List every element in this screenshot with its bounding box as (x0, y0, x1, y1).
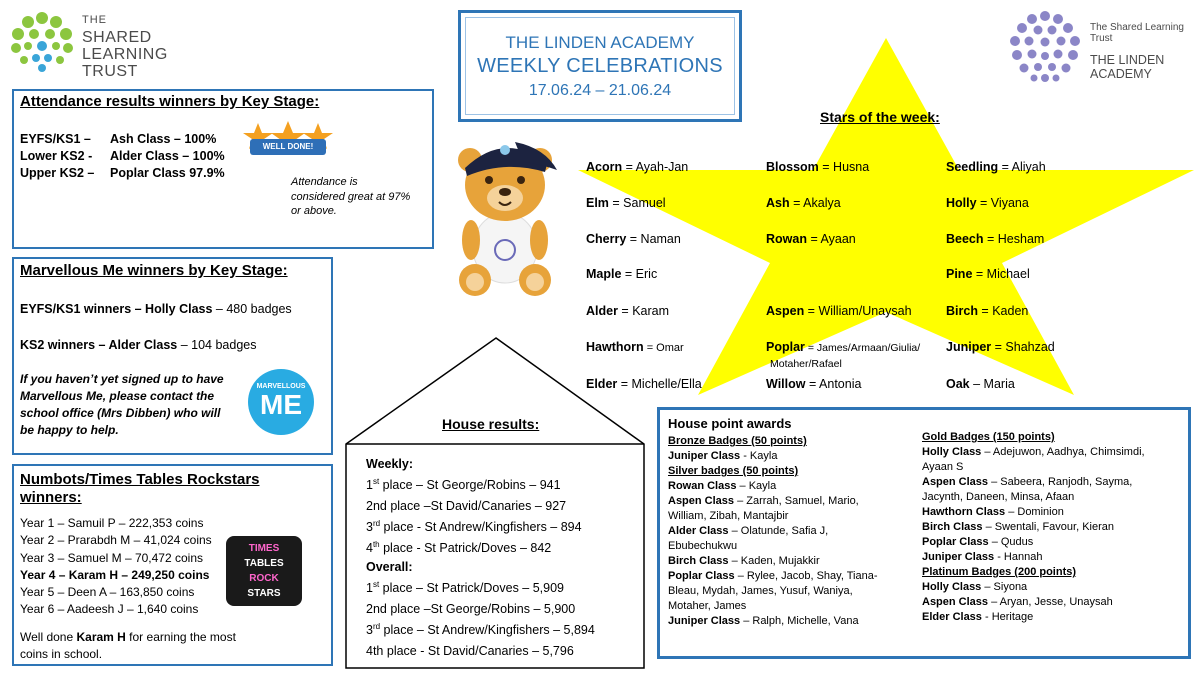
shared-learning-trust-wordmark (82, 12, 168, 80)
marvellous-me-logo (248, 369, 314, 435)
list-item: Year 1 – Samuil P – 222,353 coins (20, 516, 204, 530)
star-item: Ash = Akalya (766, 196, 841, 210)
star-item: Juniper = Shahzad (946, 340, 1055, 354)
award-entry-continued: Ayaan S (922, 461, 964, 473)
star-item: Beech = Hesham (946, 232, 1045, 246)
points-left-column (668, 434, 918, 629)
star-item: Alder = Karam (586, 304, 670, 318)
logo-word: LEARNING (82, 46, 168, 63)
list-item: 2nd place –St David/Canaries – 927 (366, 499, 567, 514)
weekly-label: Weekly: (366, 457, 414, 471)
well-done-text: WELL DONE! (262, 142, 314, 151)
rockstars-logo (226, 536, 302, 606)
house-title: House results: (442, 416, 540, 432)
star-item: Birch = Kaden (946, 304, 1029, 318)
star-item: Elder = Michelle/Ella (586, 377, 702, 391)
badge-heading: Silver badges (50 points) (668, 465, 799, 477)
star-item: Hawthorn = Omar (586, 340, 684, 354)
list-item: Year 2 – Prarabdh M – 41,024 coins (20, 533, 212, 548)
logo-word: TABLES (244, 558, 284, 569)
award-entry: Birch Class – Swentali, Favour, Kieran (922, 521, 1114, 533)
list-item: 4th place - St Patrick/Doves – 842 (366, 540, 552, 556)
attendance-list (20, 131, 225, 182)
star-item: Acorn = Ayah-Jan (586, 160, 689, 174)
logo-word: TIMES (248, 543, 280, 554)
attendance-row: Upper KS2 – Poplar Class 97.9% (20, 166, 225, 180)
school-name: THE LINDEN ACADEMY (505, 32, 695, 52)
award-entry: Holly Class – Adejuwon, Aadhya, Chimsimdi, (922, 446, 1145, 458)
star-item: Aspen = William/Unaysah (766, 304, 912, 318)
list-item: 3rd place - St Andrew/Kingfishers – 894 (366, 519, 582, 535)
logo-word: TRUST (82, 63, 138, 80)
points-title: House point awards (668, 416, 792, 431)
award-entry: Elder Class - Heritage (922, 611, 1034, 623)
award-entry: Holly Class – Siyona (922, 581, 1028, 593)
numbots-panel (12, 464, 333, 666)
logo-small-text: MARVELLOUS (256, 383, 306, 390)
attendance-title: Attendance results winners by Key Stage: (20, 93, 320, 110)
logo-word: ACADEMY (1090, 67, 1152, 81)
award-entry: Poplar Class – Qudus (922, 536, 1034, 548)
overall-label: Overall: (366, 559, 413, 574)
well-done-badge (238, 121, 338, 165)
award-entry-continued: Bleau, Mydah, James, Yusuf, Waniya, (668, 585, 853, 597)
badge-heading: Bronze Badges (50 points) (668, 435, 807, 447)
bear-mascot (445, 130, 565, 310)
award-entry-continued: Motaher, James (668, 600, 747, 612)
attendance-note: Attendance is considered great at 97% or above. (291, 176, 411, 217)
star-item: Rowan = Ayaan (766, 232, 856, 246)
numbots-title: Numbots/Times Tables Rockstars winners: (20, 471, 260, 506)
award-entry: Juniper Class - Kayla (668, 450, 778, 462)
stars-title: Stars of the week: (820, 109, 940, 125)
star-item: Pine = Michael (946, 267, 1030, 281)
list-item: 1st place – St George/Robins – 941 (366, 477, 561, 493)
attendance-panel (12, 89, 434, 249)
badge-heading: Gold Badges (150 points) (922, 431, 1055, 443)
star-item: Poplar = James/Armaan/Giulia/ (766, 340, 921, 354)
list-item: Year 5 – Deen A – 163,850 coins (20, 585, 195, 600)
logo-word: THE LINDEN (1090, 53, 1165, 67)
star-item: Elm = Samuel (586, 196, 666, 210)
logo-word: ROCK (249, 573, 279, 584)
logo-small-text: The Shared Learning Trust (1090, 22, 1184, 44)
logo-word: STARS (247, 588, 281, 599)
star-item: Holly = Viyana (946, 196, 1029, 210)
list-item: 3rd place – St Andrew/Kingfishers – 5,894 (366, 621, 595, 638)
marvellous-ks1: EYFS/KS1 winners – Holly Class – 480 badges (20, 302, 292, 316)
award-entry: Aspen Class – Zarrah, Samuel, Mario, (668, 495, 859, 507)
logo-word: SHARED (82, 29, 152, 46)
star-item: Cherry = Naman (586, 232, 681, 246)
date-range: 17.06.24 – 21.06.24 (528, 81, 672, 99)
award-entry: Juniper Class - Hannah (922, 551, 1043, 563)
numbots-footer: Well done Karam H for earning the most coins in school. (20, 630, 236, 661)
tree-logo-icon (6, 8, 78, 76)
award-entry: Alder Class – Olatunde, Safia J, (668, 525, 829, 537)
award-entry-continued: William, Zibah, Mantajbir (668, 510, 789, 522)
award-entry: Aspen Class – Aryan, Jesse, Unaysah (922, 596, 1113, 608)
list-item: Year 6 – Aadeesh J – 1,640 coins (20, 602, 199, 617)
attendance-row: EYFS/KS1 – Ash Class – 100% (20, 132, 217, 146)
award-entry: Poplar Class – Rylee, Jacob, Shay, Tiana- (668, 570, 878, 582)
logo-word: THE (82, 14, 107, 26)
star-item: Willow = Antonia (766, 377, 862, 391)
attendance-row: Lower KS2 - Alder Class – 100% (20, 149, 225, 163)
bear-icon (445, 130, 565, 305)
award-entry: Birch Class – Kaden, Mujakkir (668, 555, 820, 567)
award-entry-continued: Ebubechukwu (668, 540, 738, 552)
star-item: Oak – Maria (946, 377, 1015, 391)
house-results-list (366, 455, 595, 660)
marvellous-note: If you haven’t yet signed up to have Marvellous Me, please contact the school office (Mrs Dibben) who will be happy to help. (20, 372, 224, 437)
logo-big-text: ME (260, 389, 302, 420)
award-entry: Hawthorn Class – Dominion (922, 506, 1064, 518)
marvellous-ks2: KS2 winners – Alder Class – 104 badges (20, 338, 257, 352)
page-title: WEEKLY CELEBRATIONS (477, 54, 723, 77)
award-entry: Juniper Class – Ralph, Michelle, Vana (668, 615, 859, 627)
marvellous-title: Marvellous Me winners by Key Stage: (20, 262, 288, 279)
star-item: Blossom = Husna (766, 160, 870, 174)
marvellous-me-panel (12, 257, 333, 455)
list-item: Year 3 – Samuel M – 70,472 coins (20, 550, 204, 565)
star-item-continued: Motaher/Rafael (770, 358, 842, 370)
numbots-list (20, 515, 212, 619)
star-item: Seedling = Aliyah (946, 160, 1046, 174)
list-item: 1st place – St Patrick/Doves – 5,909 (366, 579, 565, 595)
list-item: 4th place - St David/Canaries – 5,796 (366, 644, 574, 659)
award-entry: Rowan Class – Kayla (668, 480, 777, 492)
list-item: 2nd place –St George/Robins – 5,900 (366, 601, 576, 616)
star-item: Maple = Eric (586, 267, 658, 281)
award-entry: Aspen Class – Sabeera, Ranjodh, Sayma, (922, 476, 1133, 488)
badge-heading: Platinum Badges (200 points) (922, 566, 1077, 578)
award-entry-continued: Jacynth, Daneen, Minsa, Afaan (922, 491, 1075, 503)
house-point-awards-panel (657, 407, 1191, 659)
points-right-column (922, 430, 1182, 625)
list-item: Year 4 – Karam H – 249,250 coins (20, 567, 210, 582)
